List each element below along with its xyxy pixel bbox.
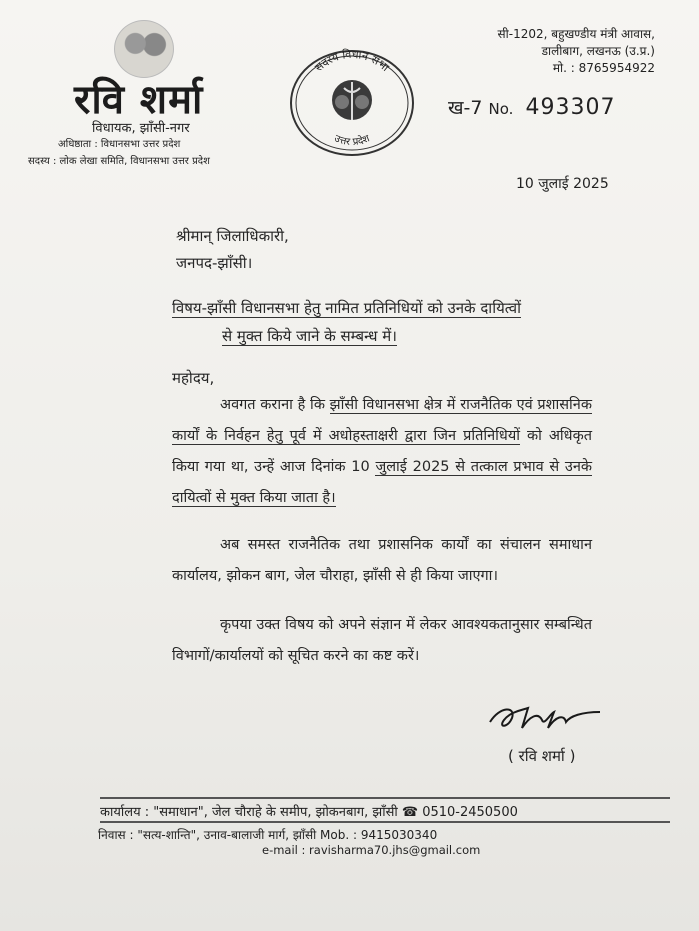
assembly-seal-icon <box>288 48 416 158</box>
subject-line2 <box>222 326 397 346</box>
letterhead-name: रवि शर्मा <box>74 77 204 123</box>
ref-no-label: No. <box>488 100 514 118</box>
para1-underlined2: जुलाई 2025 से तत्काल प्रभाव से उनके दायित्वों से मुक्त किया जाता है। <box>172 459 592 506</box>
subject-line1 <box>172 298 606 318</box>
letterhead-line2: सदस्य : लोक लेखा समिति, विधानसभा उत्तर प्रदेश <box>28 156 210 167</box>
svg-text:उत्तर प्रदेश <box>333 133 372 148</box>
footer-divider <box>100 821 670 823</box>
footer-divider <box>100 797 670 799</box>
footer-email: e-mail : ravisharma70.jhs@gmail.com <box>262 843 481 857</box>
footer-office: कार्यालय : "समाधान", जेल चौराहे के समीप, झोकनबाग, झाँसी ☎ 0510-2450500 <box>100 805 518 820</box>
paragraph-2: अब समस्त राजनैतिक तथा प्रशासनिक कार्यों का संचालन समाधान कार्यालय, झोकन बाग, जेल चौराहा, झाँसी से ही किया जाएगा। <box>172 537 592 584</box>
signatory-name: ( रवि शर्मा ) <box>508 747 576 765</box>
seal-bottom-text: उत्तर प्रदेश <box>332 133 372 149</box>
addressee-line2: जनपद-झाँसी। <box>176 254 253 272</box>
address-line: सी-1202, बहुखण्डीय मंत्री आवास, <box>497 27 655 41</box>
reference-number <box>448 94 615 120</box>
addressee-line1: श्रीमान् जिलाधिकारी, <box>176 227 289 245</box>
para1-middle: को अधिकृत किया गया था, उन्हें आज दिनांक 10 <box>172 428 593 475</box>
footer-residence: निवास : "सत्य-शान्ति", उनाव-बालाजी मार्ग, झाँसी Mob. : 9415030340 <box>98 828 438 842</box>
letterhead-designation: विधायक, झाँसी-नगर <box>92 121 190 136</box>
para1-underlined: झाँसी विधानसभा क्षेत्र में राजनैतिक एवं प्रशासनिक कार्यों के निर्वहन हेतु पूर्व में अधोहस्ताक्षरी द्वारा जिन प्रतिनिधियों <box>172 397 592 444</box>
address-phone: मो. : 8765954922 <box>552 61 655 75</box>
address-line: डालीबाग, लखनऊ (उ.प्र.) <box>541 44 655 58</box>
para1-start: अवगत कराना है कि <box>220 397 330 413</box>
paragraph-3: कृपया उक्त विषय को अपने संज्ञान में लेकर आवश्यकतानुसार सम्बन्धित विभागों/कार्यालयों को सूचित करने का कष्ट करें। <box>172 617 592 664</box>
letterhead-line1: अधिष्ठाता : विधानसभा उत्तर प्रदेश <box>58 139 181 150</box>
paragraph-1 <box>172 390 592 514</box>
salutation: महोदय, <box>172 369 215 387</box>
ref-number: 493307 <box>525 95 616 120</box>
subject-text: से मुक्त किये जाने के सम्बन्ध में। <box>222 327 397 345</box>
letterhead-address <box>498 26 655 77</box>
signature-icon <box>486 698 604 734</box>
letter-date: 10 जुलाई 2025 <box>516 176 609 192</box>
seal-top-text: सदस्य विधान सभा <box>312 48 392 75</box>
ref-prefix: ख-7 <box>448 97 483 119</box>
subject-text: विषय-झाँसी विधानसभा हेतु नामित प्रतिनिधियों को उनके दायित्वों <box>172 299 521 317</box>
